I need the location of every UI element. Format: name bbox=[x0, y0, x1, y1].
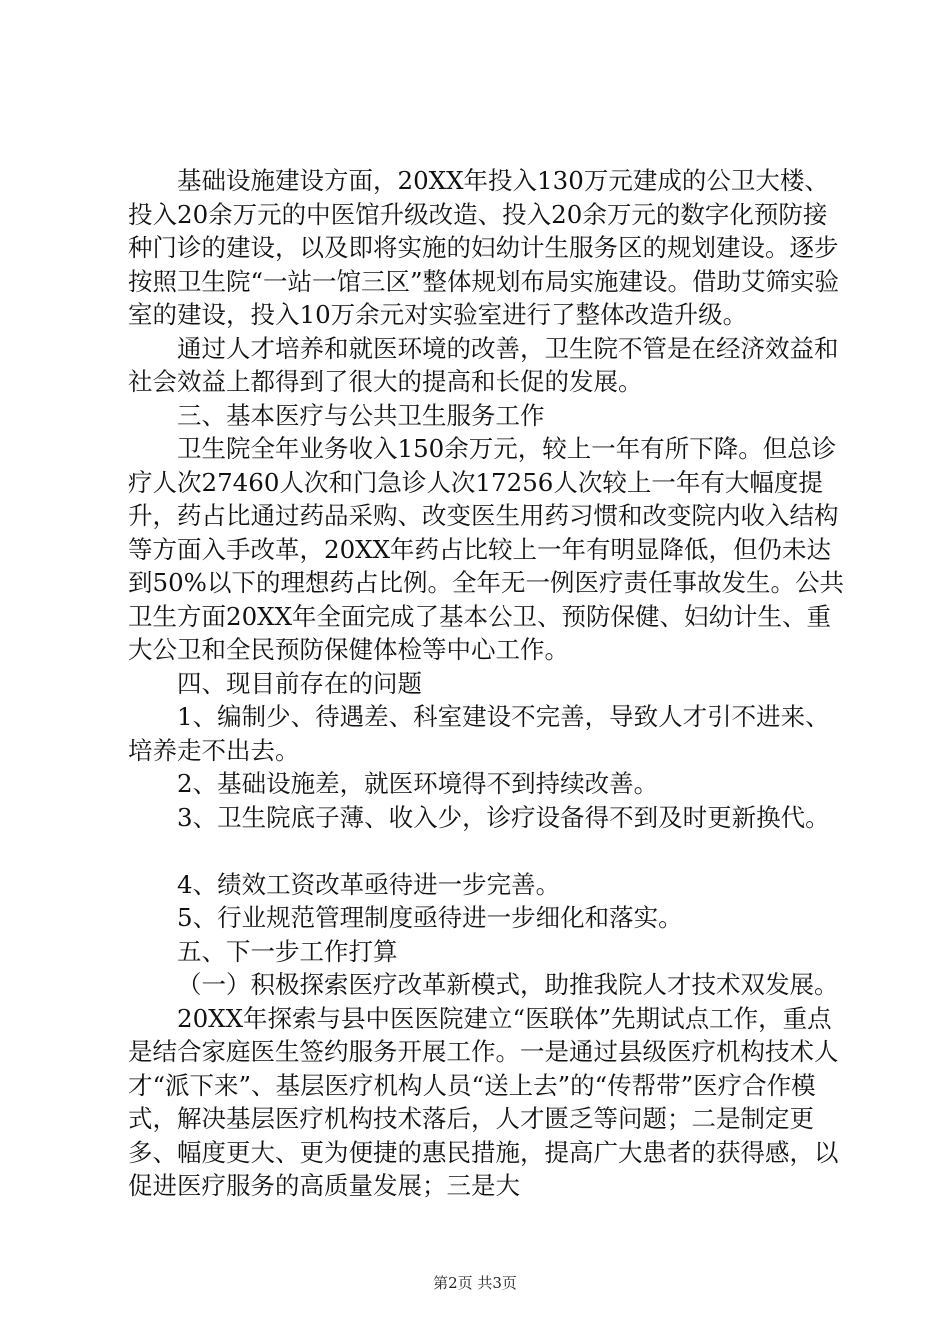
blank-line bbox=[128, 834, 848, 868]
paragraph-environment: 通过人才培养和就医环境的改善，卫生院不管是在经济效益和社会效益上都得到了很大的提高和长促的发展。 bbox=[128, 333, 839, 396]
paragraph-medical-alliance: 20XX年探索与县中医医院建立“医联体”先期试点工作，重点是结合家庭医生签约服务开展工作。一是通过县级医疗机构技术人才“派下来”、基层医疗机构人员“送上去”的“传帮带”医疗合作模式，解决基层医疗机构技术落后，人才匮乏等问题；二是制定更多、幅度更大、更为便捷的惠民措施，提高广大患者的获得感，以促进医疗服务的高质量发展；三是大 bbox=[128, 1003, 839, 1200]
problem-item-5: 5、行业规范管理制度亟待进一步细化和落实。 bbox=[177, 903, 683, 932]
document-body bbox=[128, 164, 848, 1203]
problem-item-4: 4、绩效工资改革亟待进一步完善。 bbox=[177, 869, 561, 899]
section-heading-3: 三、基本医疗与公共卫生服务工作 bbox=[177, 400, 545, 430]
problem-item-2: 2、基础设施差，就医环境得不到持续改善。 bbox=[177, 769, 659, 798]
problem-item-3: 3、卫生院底子薄、收入少，诊疗设备得不到及时更新换代。 bbox=[177, 802, 830, 832]
problem-item-1: 1、编制少、待遇差、科室建设不完善，导致人才引不进来、培养走不出去。 bbox=[128, 702, 830, 765]
section-heading-4: 四、现目前存在的问题 bbox=[177, 668, 422, 698]
section-heading-5: 五、下一步工作打算 bbox=[177, 936, 398, 966]
paragraph-revenue: 卫生院全年业务收入150余万元，较上一年有所下降。但总诊疗人次27460人次和门急诊人次17256人次较上一年有大幅度提升，药占比通过药品采购、改变医生用药习惯和改变院内收入结构等方面入手改革，20XX年药占比较上一年有明显降低，但仍未达到50%以下的理想药占比例。全年无一例医疗责任事故发生。公共卫生方面20XX年全面完成了基本公卫、预防保健、妇幼计生、重大公卫和全民预防保健体检等中心工作。 bbox=[128, 434, 844, 664]
paragraph-infrastructure: 基础设施建设方面，20XX年投入130万元建成的公卫大楼、投入20余万元的中医馆升级改造、投入20余万元的数字化预防接种门诊的建设，以及即将实施的妇幼计生服务区的规划建设。逐步按照卫生院“一站一馆三区”整体规划布局实施建设。借助艾筛实验室的建设，投入10万余元对实验室进行了整体改造升级。 bbox=[128, 166, 840, 329]
subsection-heading-1: （一）积极探索医疗改革新模式，助推我院人才技术双发展。 bbox=[177, 970, 839, 999]
page-footer: 第2页 共3页 bbox=[433, 1274, 517, 1292]
